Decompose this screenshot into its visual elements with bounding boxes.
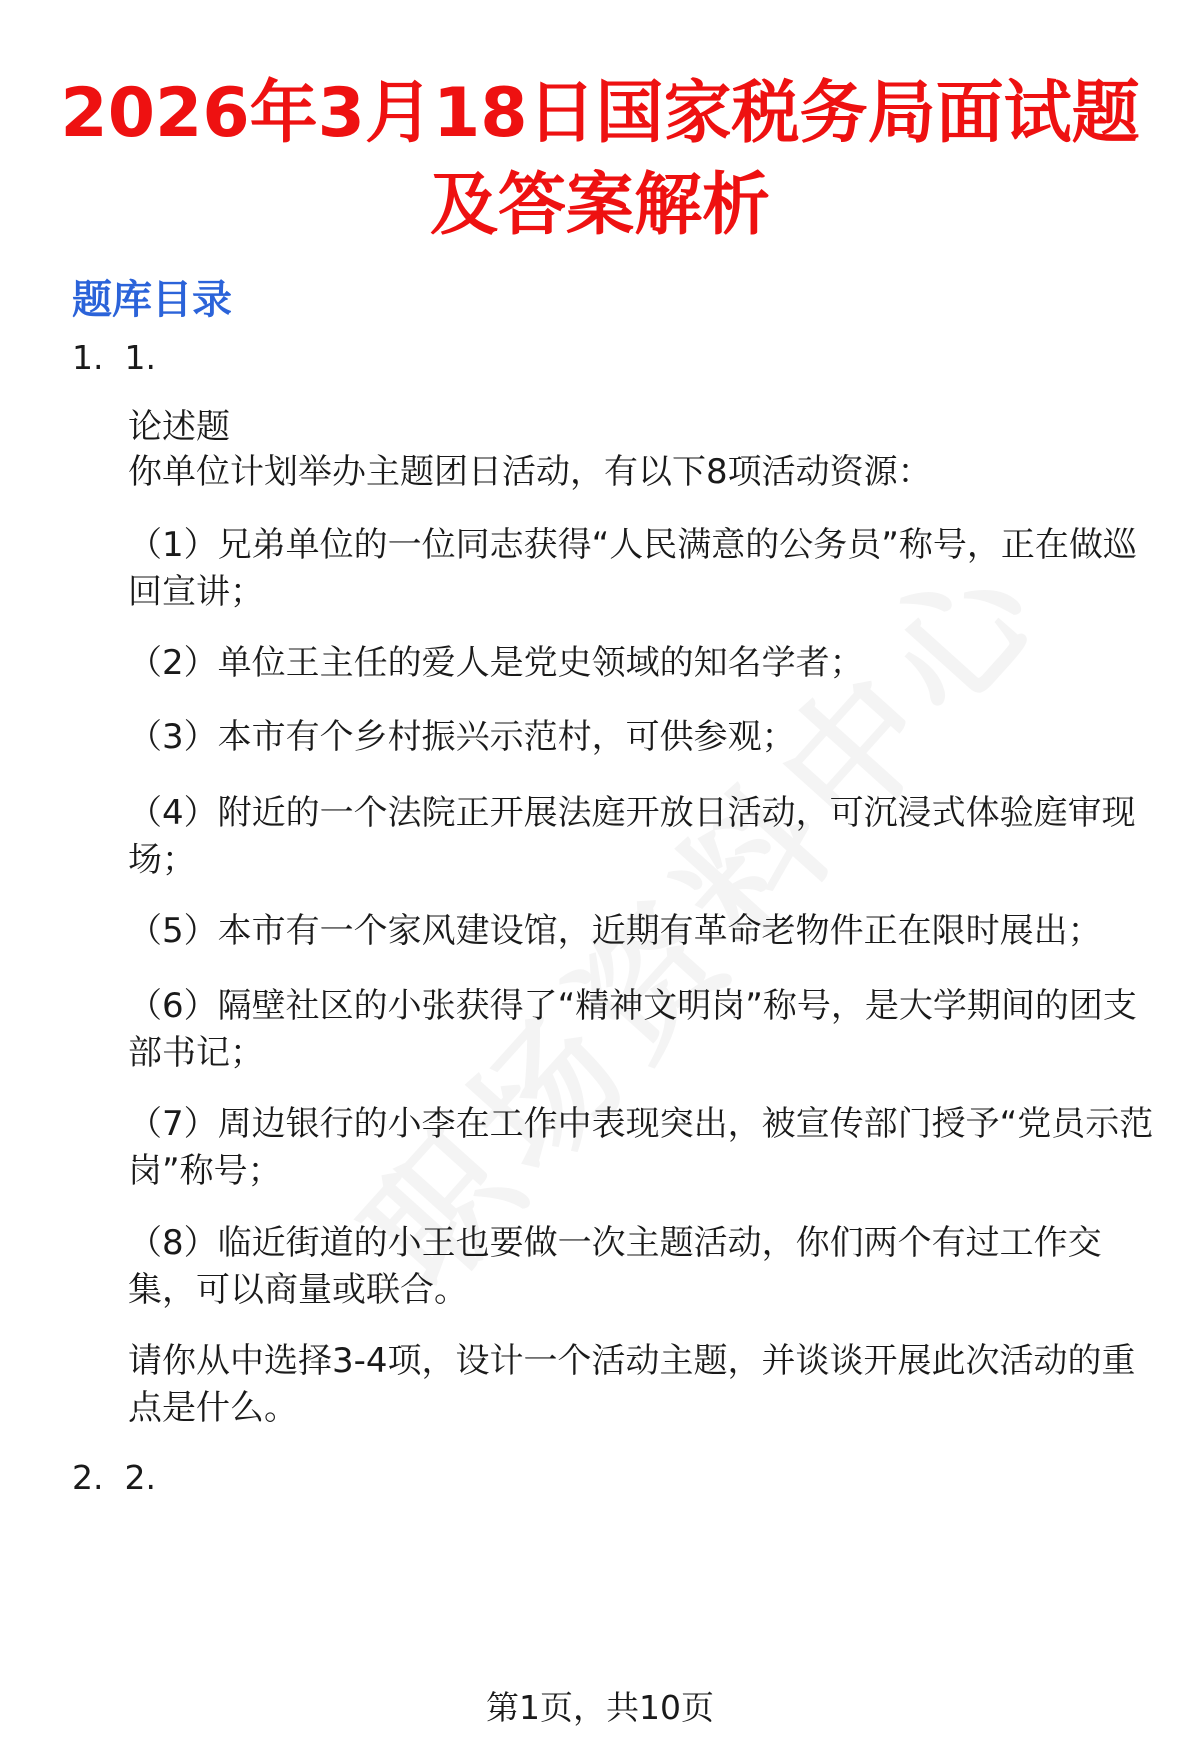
toc-heading: 题库目录 (72, 277, 232, 323)
question-intro: 你单位计划举办主题团日活动，有以下8项活动资源： (128, 452, 932, 492)
option-1: （1）兄弟单位的一位同志获得“人民满意的公务员”称号，正在做巡回宣讲； (128, 525, 1137, 612)
option-3: （3）本市有个乡村振兴示范村，可供参观； (128, 717, 796, 757)
item-outer-number: 2. (72, 1458, 104, 1497)
option-2: （2）单位王主任的爱人是党史领域的知名学者； (128, 643, 864, 683)
page-footer: 第1页，共10页 (486, 1688, 714, 1727)
item-inner-number: 2. (124, 1458, 156, 1497)
option-5: （5）本市有一个家风建设馆，近期有革命老物件正在限时展出； (128, 911, 1102, 951)
option-8: （8）临近街道的小王也要做一次主题活动，你们两个有过工作交集，可以商量或联合。 (128, 1223, 1102, 1310)
option-4: （4）附近的一个法院正开展法庭开放日活动，可沉浸式体验庭审现场； (128, 793, 1136, 880)
page-title: 2026年3月18日国家税务局面试题及答案解析 (60, 74, 1140, 245)
question-prompt: 请你从中选择3-4项，设计一个活动主题，并谈谈开展此次活动的重点是什么。 (128, 1341, 1136, 1428)
item-inner-number: 1. (124, 338, 156, 377)
question-type: 论述题 (128, 407, 230, 447)
item-outer-number: 1. (72, 338, 104, 377)
item-number (72, 336, 156, 380)
item-number (72, 1456, 156, 1500)
option-6: （6）隔壁社区的小张获得了“精神文明岗”称号，是大学期间的团支部书记； (128, 986, 1137, 1073)
option-7: （7）周边银行的小李在工作中表现突出，被宣传部门授予“党员示范岗”称号； (128, 1104, 1154, 1191)
